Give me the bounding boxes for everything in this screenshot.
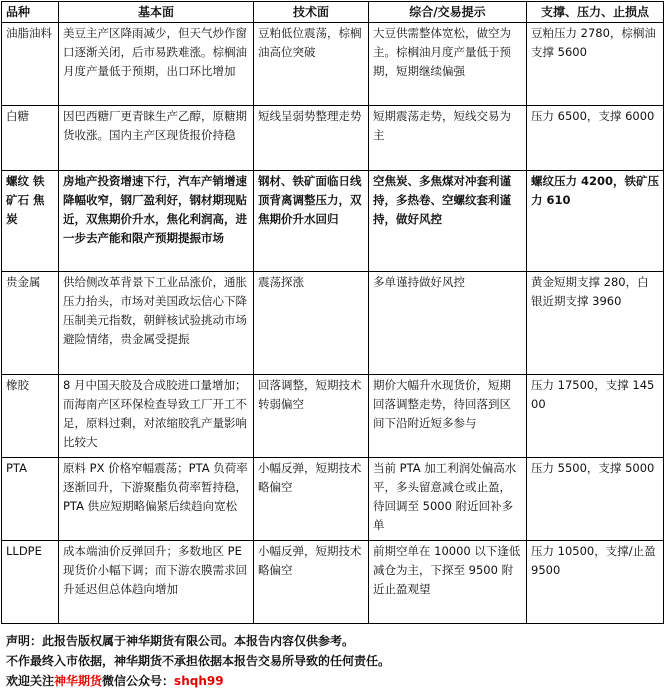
variety-cell: 白糖 bbox=[2, 106, 59, 171]
tips-cell: 空焦炭、多焦煤对冲套利谨持，多热卷、空螺纹套利谨持，做好风控 bbox=[369, 171, 527, 272]
variety-cell: 螺纹 铁矿石 焦炭 bbox=[2, 171, 59, 272]
technical-cell: 短线呈弱势整理走势 bbox=[254, 106, 369, 171]
disclaimer-line-1: 声明：此报告版权属于神华期货有限公司。本报告内容仅供参考。 bbox=[6, 634, 355, 648]
disclaimer bbox=[6, 631, 661, 691]
disclaimer-line-2: 不作最终入市依据，神华期货不承担依据本报告交易所导致的任何责任。 bbox=[6, 654, 391, 668]
variety-cell: LLDPE bbox=[2, 541, 59, 624]
tips-cell: 期价大幅升水现货价，短期回落调整走势，待回落到区间下沿附近短多参与 bbox=[369, 375, 527, 458]
tips-cell: 当前 PTA 加工利润处偏高水平，多头留意减仓或止盈，待回调至 5000 附近回补多单 bbox=[369, 458, 527, 541]
table-row bbox=[2, 375, 664, 458]
technical-cell: 小幅反弹，短期技术略偏空 bbox=[254, 458, 369, 541]
strategy-table bbox=[1, 1, 664, 624]
variety-cell: 橡胶 bbox=[2, 375, 59, 458]
wechat-follow-line bbox=[6, 671, 661, 691]
company-name: 神华期货 bbox=[54, 674, 103, 688]
levels-cell: 压力 17500，支撑 14500 bbox=[527, 375, 664, 458]
wechat-account: shqh99 bbox=[174, 674, 224, 688]
technical-cell: 小幅反弹，短期技术略偏空 bbox=[254, 541, 369, 624]
fundamental-cell: 成本端油价反弹回升；多数地区 PE 现货价小幅下调；而下游农膜需求回升延迟但总体趋向增加 bbox=[59, 541, 254, 624]
table-row bbox=[2, 23, 664, 106]
wechat-label: 微信公众号： bbox=[102, 674, 175, 688]
fundamental-cell: 因巴西糖厂更青睐生产乙醇，原糖期货收涨。国内主产区现货报价持稳 bbox=[59, 106, 254, 171]
tips-cell: 前期空单在 10000 以下逢低减仓为主，下探至 9500 附近止盈观望 bbox=[369, 541, 527, 624]
tips-cell: 多单谨持做好风控 bbox=[369, 272, 527, 375]
levels-cell: 螺纹压力 4200，铁矿压力 610 bbox=[527, 171, 664, 272]
header-tips: 综合/交易提示 bbox=[369, 2, 527, 23]
fundamental-cell: 房地产投资增速下行，汽车产销增速降幅收窄，钢厂盈利好，钢材期现贴近，双焦期价升水，焦化利润高，进一步去产能和限产预期提振市场 bbox=[59, 171, 254, 272]
levels-cell: 压力 10500，支撑/止盈 9500 bbox=[527, 541, 664, 624]
table-row bbox=[2, 541, 664, 624]
variety-cell: PTA bbox=[2, 458, 59, 541]
technical-cell: 回落调整，短期技术转弱偏空 bbox=[254, 375, 369, 458]
follow-prefix: 欢迎关注 bbox=[6, 674, 55, 688]
tips-cell: 短期震荡走势，短线交易为主 bbox=[369, 106, 527, 171]
technical-cell: 震荡探涨 bbox=[254, 272, 369, 375]
header-variety: 品种 bbox=[2, 2, 59, 23]
table-row bbox=[2, 171, 664, 272]
technical-cell: 豆粕低位震荡，棕榈油高位突破 bbox=[254, 23, 369, 106]
fundamental-cell: 供给侧改革背景下工业品涨价，通胀压力抬头，市场对美国政坛信心下降压制美元指数，朝鲜核试验挑动市场避险情绪，贵金属受提振 bbox=[59, 272, 254, 375]
table-row bbox=[2, 458, 664, 541]
tips-cell: 大豆供需整体宽松，做空为主。棕榈油月度产量低于预期，短期继续偏强 bbox=[369, 23, 527, 106]
table-row bbox=[2, 106, 664, 171]
fundamental-cell: 美豆主产区降雨减少，但天气炒作窗口逐渐关闭，后市易跌难涨。棕榈油月度产量低于预期，出口环比增加 bbox=[59, 23, 254, 106]
variety-cell: 贵金属 bbox=[2, 272, 59, 375]
header-levels: 支撑、压力、止损点 bbox=[527, 2, 664, 23]
header-technical: 技术面 bbox=[254, 2, 369, 23]
levels-cell: 黄金短期支撑 280，白银近期支撑 3960 bbox=[527, 272, 664, 375]
fundamental-cell: 8 月中国天胶及合成胶进口量增加；而海南产区环保检查导致工厂开工不足，原料过剩，对浓缩胶乳产量影响比较大 bbox=[59, 375, 254, 458]
table-row bbox=[2, 272, 664, 375]
table-header-row bbox=[2, 2, 664, 23]
levels-cell: 豆粕压力 2780，棕榈油支撑 5600 bbox=[527, 23, 664, 106]
levels-cell: 压力 6500，支撑 6000 bbox=[527, 106, 664, 171]
header-fundamental: 基本面 bbox=[59, 2, 254, 23]
levels-cell: 压力 5500，支撑 5000 bbox=[527, 458, 664, 541]
technical-cell: 钢材、铁矿面临日线顶背离调整压力，双焦期价升水回归 bbox=[254, 171, 369, 272]
fundamental-cell: 原料 PX 价格窄幅震荡；PTA 负荷率逐渐回升，下游聚酯负荷率暂持稳，PTA 供应短期略偏紧后续趋向宽松 bbox=[59, 458, 254, 541]
variety-cell: 油脂油料 bbox=[2, 23, 59, 106]
